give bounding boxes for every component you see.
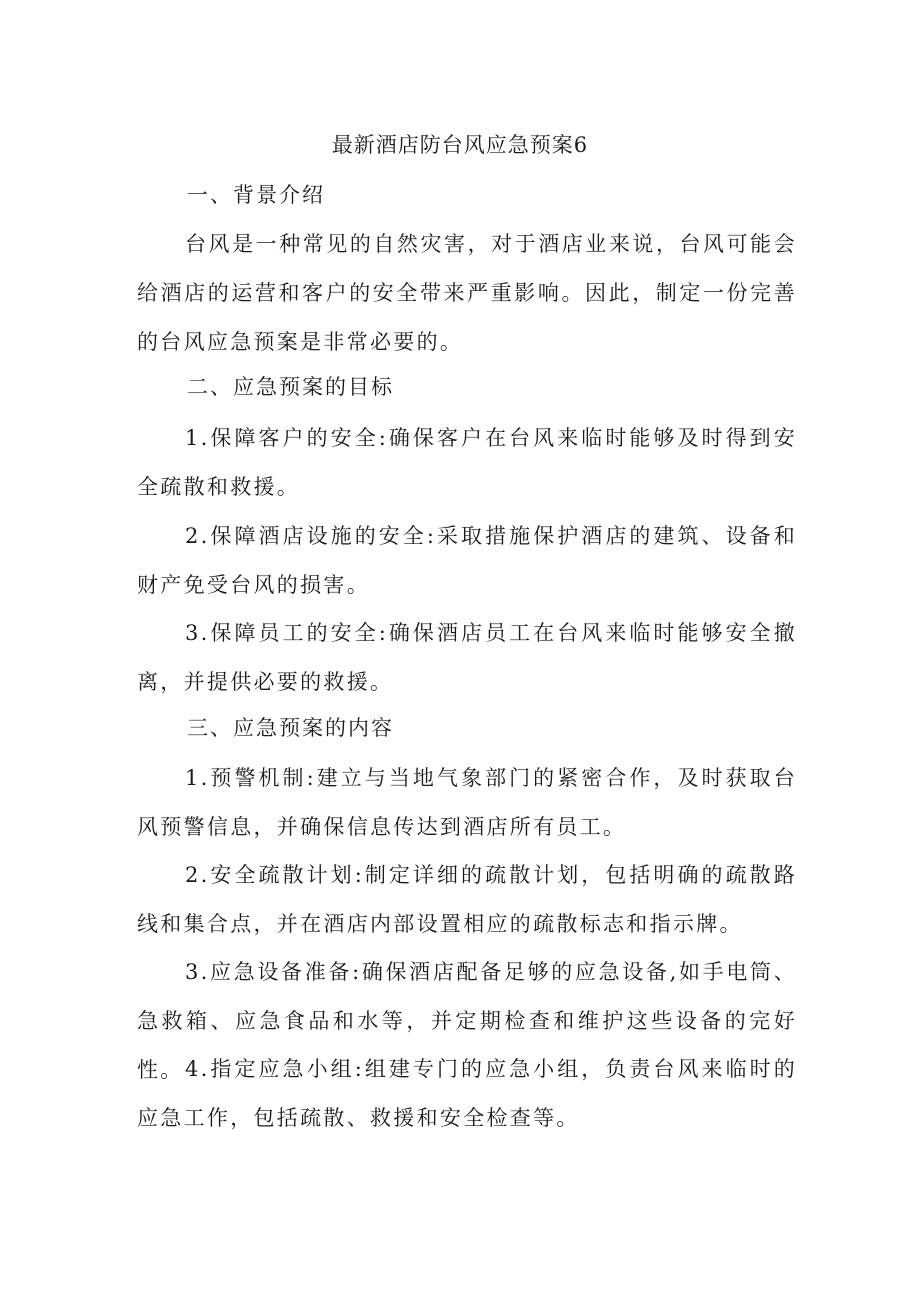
paragraph-goal-3: 3.保障员工的安全:确保酒店员工在台风来临时能够安全撤离，并提供必要的救援。	[137, 621, 797, 694]
section-heading-goals: 二、应急预案的目标	[187, 375, 394, 399]
paragraph-background: 台风是一种常见的自然灾害，对于酒店业来说，台风可能会给酒店的运营和客户的安全带来严重影响。因此，制定一份完善的台风应急预案是非常必要的。	[137, 232, 797, 354]
paragraph-content-4: 4.指定应急小组:组建专门的应急小组，负责台风来临时的应急工作，包括疏散、救援和安全检查等。	[137, 1057, 797, 1130]
paragraph-content-2: 2.安全疏散计划:制定详细的疏散计划，包括明确的疏散路线和集合点，并在酒店内部设置相应的疏散标志和指示牌。	[137, 863, 797, 936]
section-heading-content: 三、应急预案的内容	[187, 716, 394, 740]
section-heading-background: 一、背景介绍	[187, 183, 325, 207]
paragraph-goal-1: 1.保障客户的安全:确保客户在台风来临时能够及时得到安全疏散和救援。	[137, 426, 797, 499]
paragraph-content-3: 3.应急设备准备:确保酒店配备足够的应急设备,如手电筒、急救箱、应急食品和水等，并定期检查和维护这些设备的完好性。	[137, 960, 797, 1082]
document-title: 最新酒店防台风应急预案6	[331, 133, 589, 157]
paragraph-content-1: 1.预警机制:建立与当地气象部门的紧密合作，及时获取台风预警信息，并确保信息传达到酒店所有员工。	[137, 766, 797, 839]
paragraph-goal-2: 2.保障酒店设施的安全:采取措施保护酒店的建筑、设备和财产免受台风的损害。	[137, 524, 797, 597]
